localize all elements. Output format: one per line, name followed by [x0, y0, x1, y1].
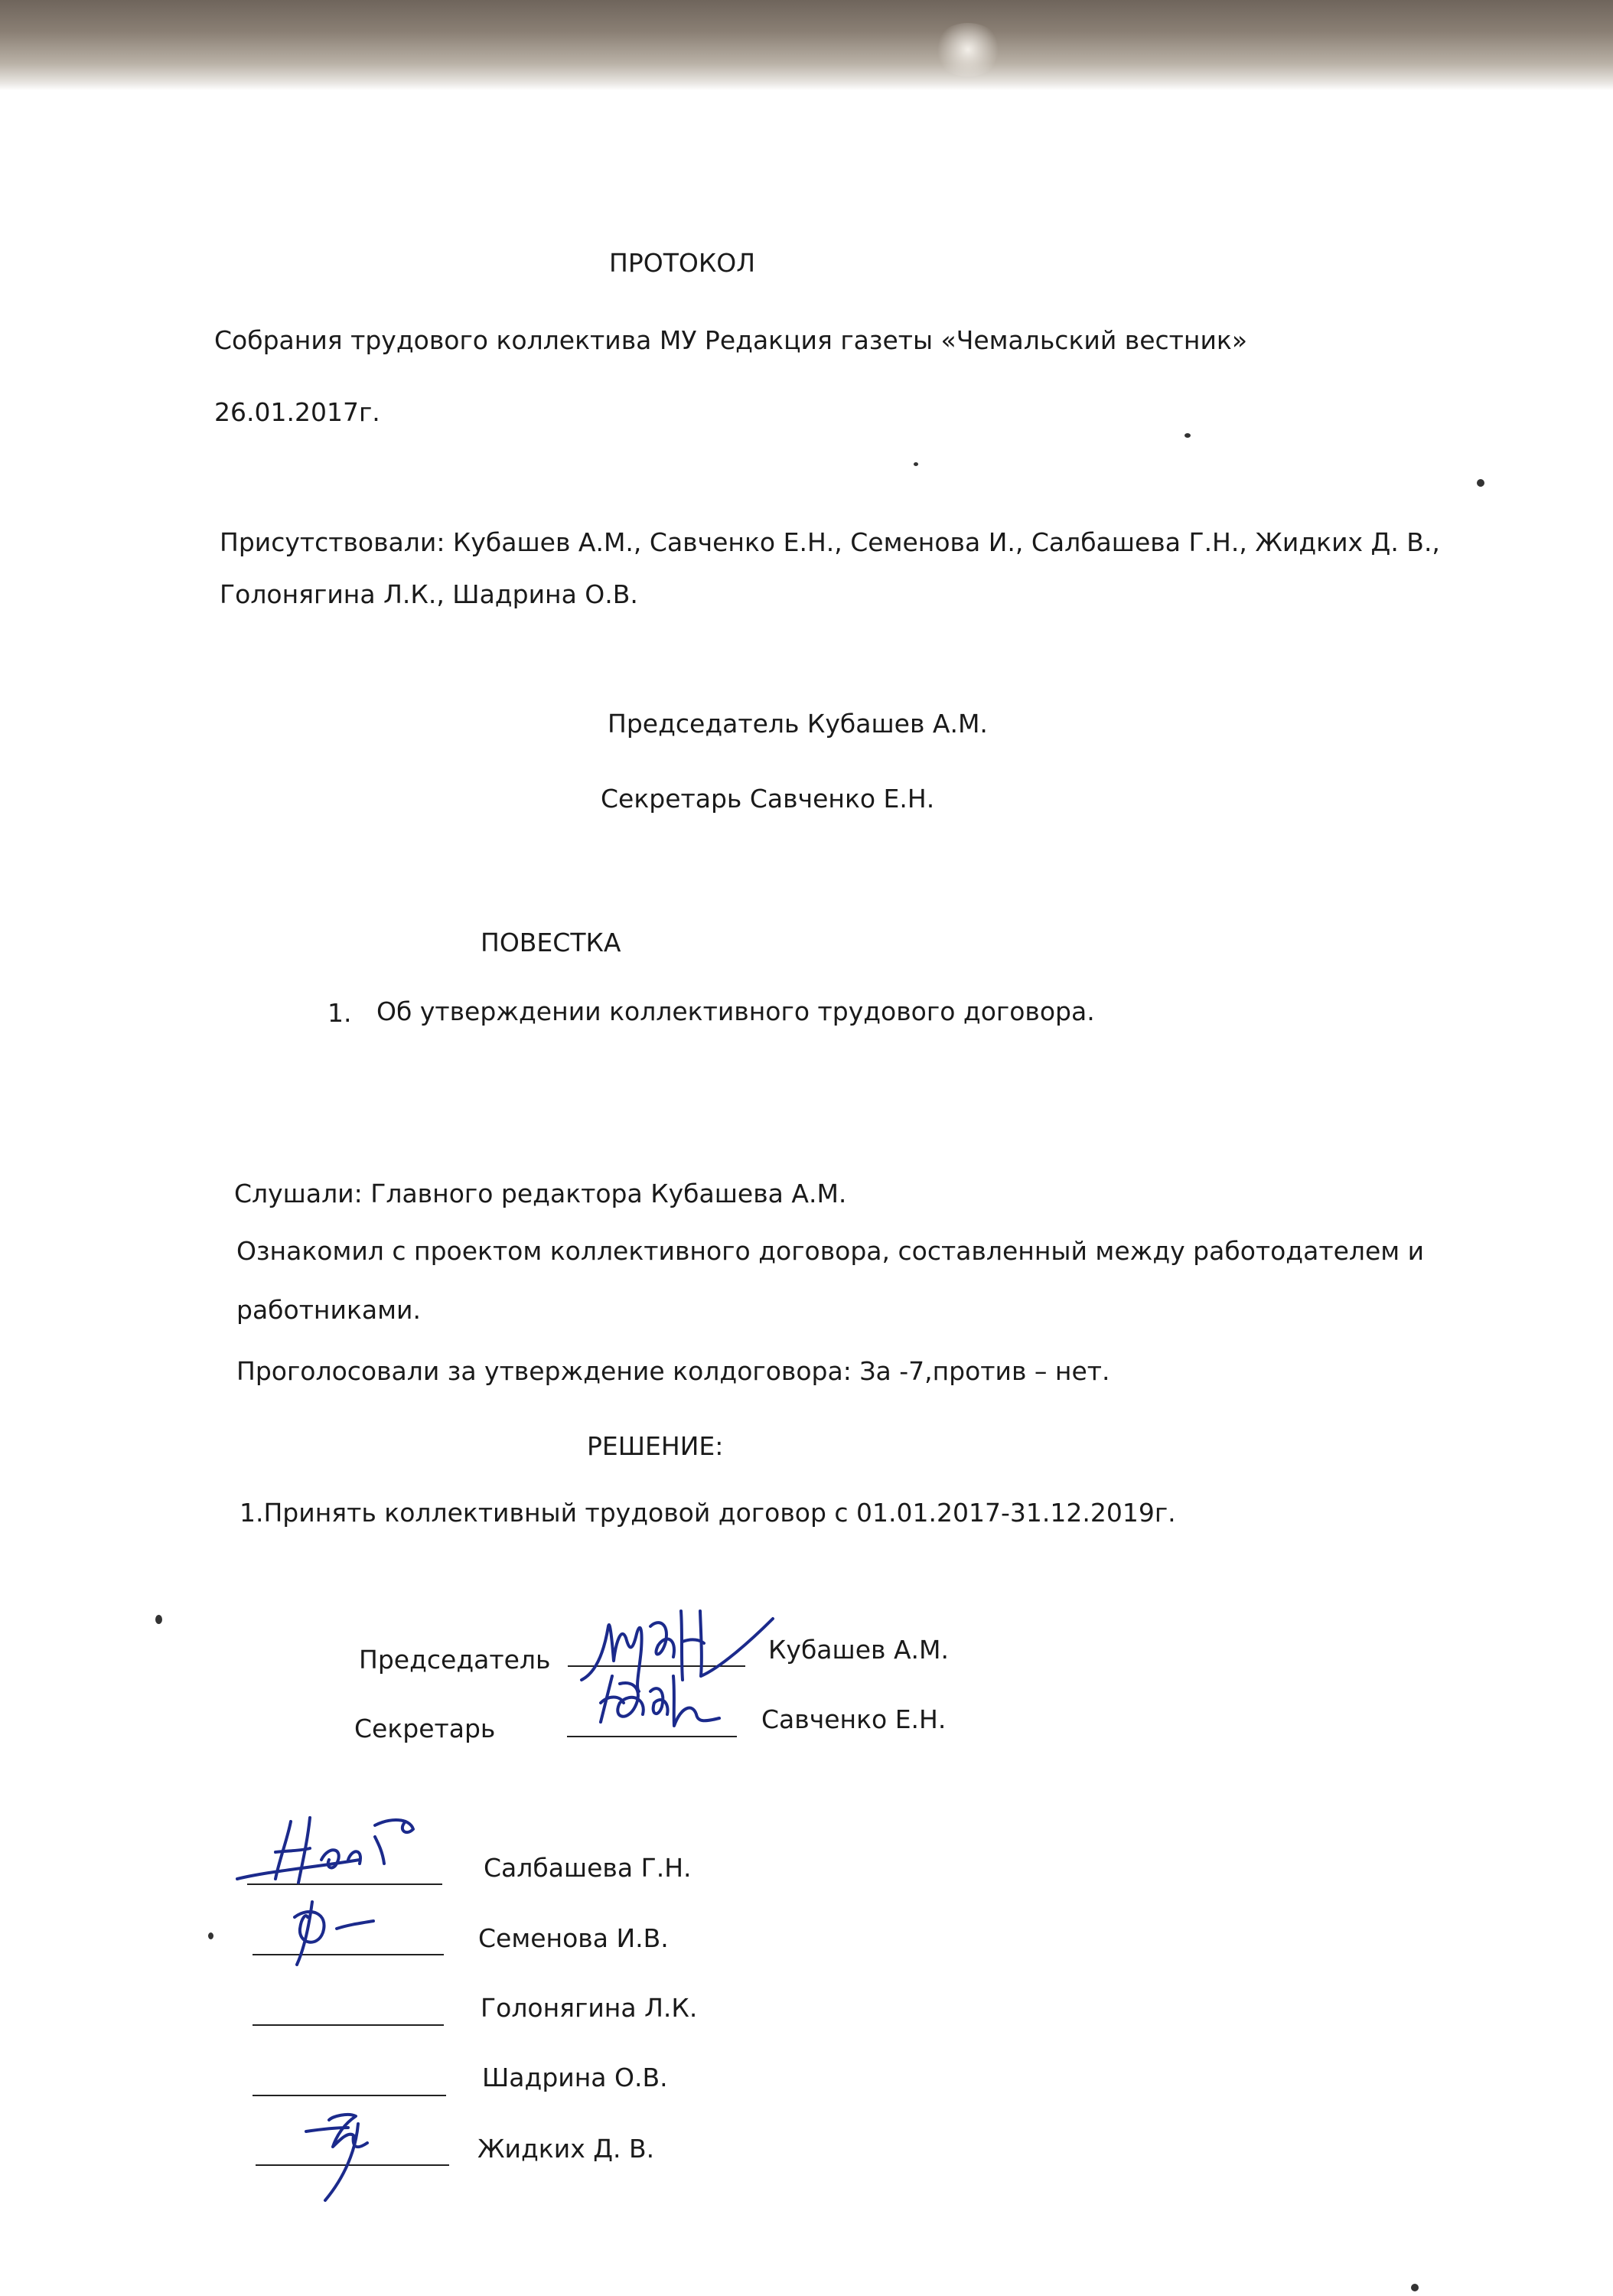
scan-edge	[0, 0, 1613, 90]
member-name-4: Шадрина О.В.	[482, 2063, 668, 2092]
scan-speck	[155, 1615, 162, 1624]
chairman-line: Председатель Кубашев А.М.	[608, 709, 988, 739]
member-signature-2	[253, 1894, 406, 1971]
agenda-item-number: 1.	[327, 998, 352, 1028]
secretary-signature	[566, 1661, 765, 1737]
chairman-role: Председатель	[359, 1645, 551, 1675]
secretary-line: Секретарь Савченко Е.Н.	[601, 784, 935, 814]
decision-item: 1.Принять коллективный трудовой договор с 01.01.2017-31.12.2019г.	[240, 1498, 1176, 1528]
member-name-3: Голонягина Л.К.	[481, 1993, 698, 2023]
scan-edge-spot	[934, 23, 1002, 77]
heard-line: Слушали: Главного редактора Кубашева А.М.	[234, 1179, 847, 1208]
secretary-name: Савченко Е.Н.	[761, 1704, 947, 1734]
attendees-line-2: Голонягина Л.К., Шадрина О.В.	[220, 579, 638, 609]
scan-speck	[1477, 479, 1484, 487]
introduced-line-1: Ознакомил с проектом коллективного договора, составленный между работодателем и	[236, 1236, 1425, 1266]
scan-speck	[208, 1932, 213, 1939]
chairman-name: Кубашев А.М.	[768, 1635, 949, 1665]
subtitle: Собрания трудового коллектива МУ Редакция газеты «Чемальский вестник»	[214, 325, 1248, 355]
member-name-2: Семенова И.В.	[478, 1923, 669, 1953]
secretary-role: Секретарь	[354, 1714, 496, 1743]
scan-speck	[1184, 433, 1191, 438]
member-signature-5	[283, 2089, 406, 2204]
introduced-line-2: работниками.	[236, 1295, 421, 1325]
protocol-title: ПРОТОКОЛ	[609, 248, 756, 278]
date: 26.01.2017г.	[214, 397, 380, 427]
agenda-item-text: Об утверждении коллективного трудового договора.	[376, 996, 1095, 1026]
member-signature-1	[222, 1806, 451, 1898]
attendees-line-1: Присутствовали: Кубашев А.М., Савченко Е.Н., Семенова И., Салбашева Г.Н., Жидких Д. В.,	[220, 527, 1440, 557]
scan-speck	[1411, 2284, 1419, 2291]
member-signature-line-3	[253, 2024, 444, 2026]
voted-line: Проголосовали за утверждение колдоговора: За -7,против – нет.	[236, 1356, 1110, 1386]
decision-title: РЕШЕНИЕ:	[587, 1431, 724, 1461]
member-name-5: Жидких Д. В.	[477, 2134, 655, 2164]
scan-speck	[914, 462, 918, 466]
member-name-1: Салбашева Г.Н.	[484, 1853, 692, 1883]
agenda-title: ПОВЕСТКА	[481, 928, 621, 957]
